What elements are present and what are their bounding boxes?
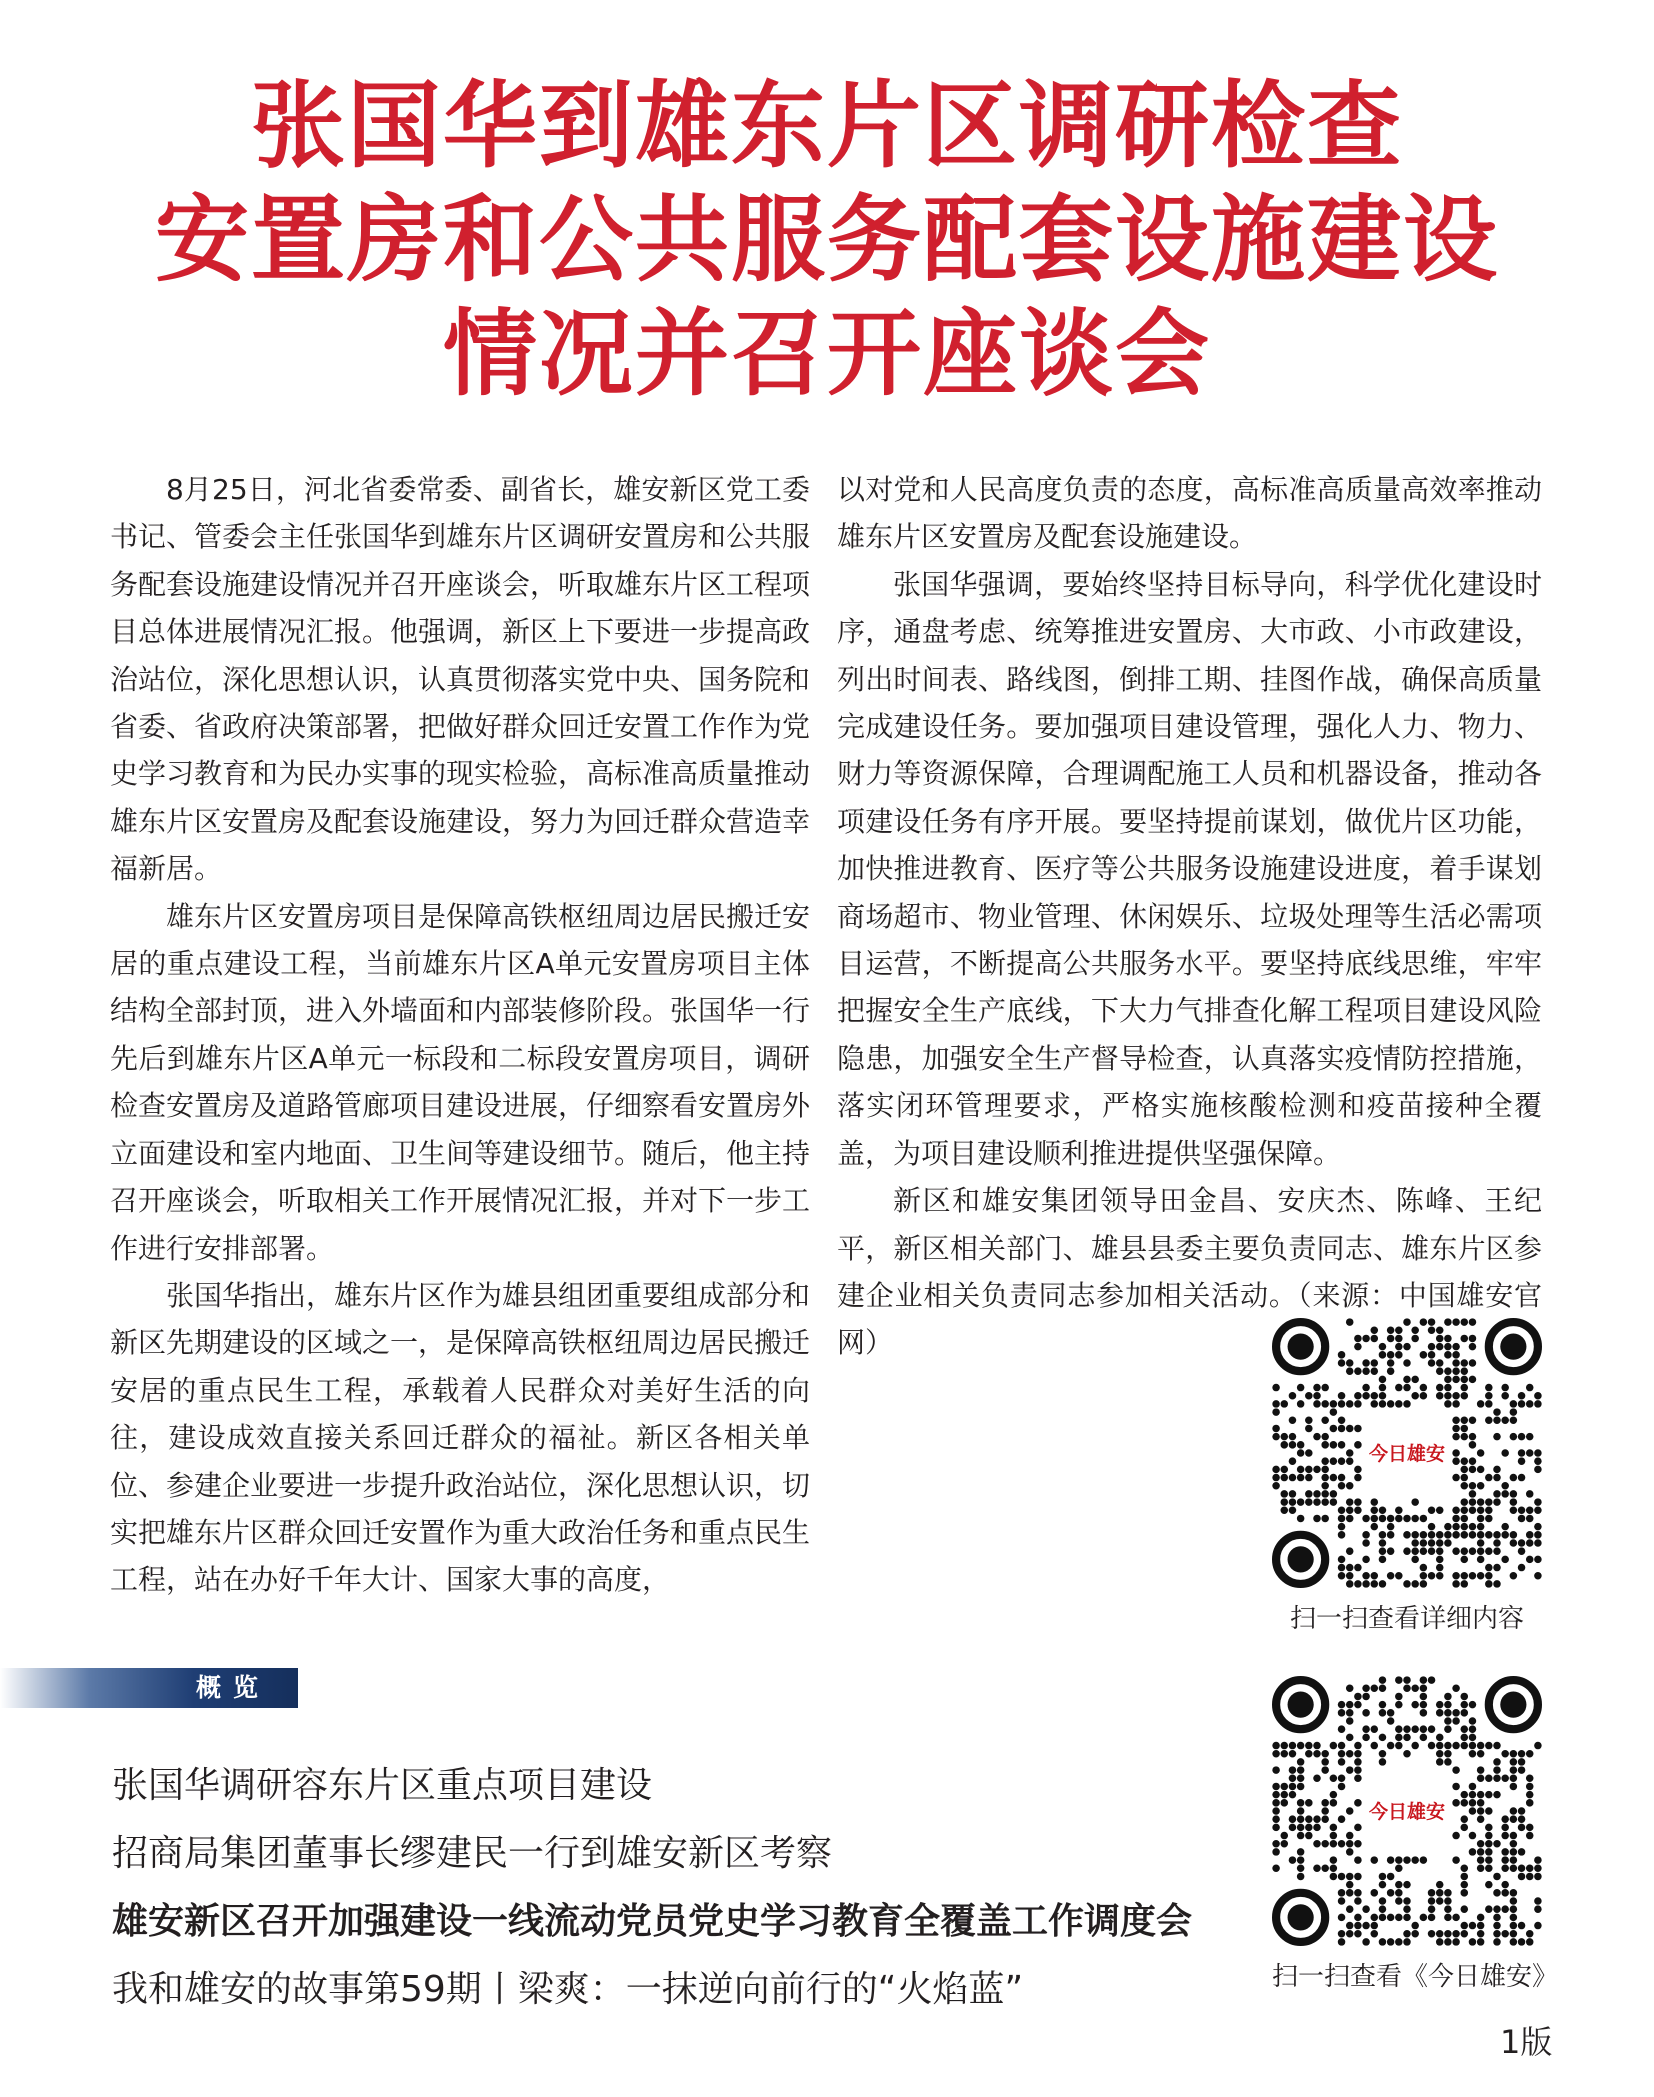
article-paragraph: 张国华指出，雄东片区作为雄县组团重要组成部分和新区先期建设的区域之一，是保障高铁枢纽周边居民搬迁安居的重点民生工程，承载着人民群众对美好生活的向往，建设成效直接关系回迁群众的福祉。新区各相关单位、参建企业要进一步提升政治站位，深化思想认识，切实把雄东片区群众回迁安置作为重大政治任务和重点民生工程，站在办好千年大计、国家大事的高度， <box>110 1278 811 1597</box>
overview-section-bar <box>0 1668 298 1708</box>
article-paragraph: 雄东片区安置房项目是保障高铁枢纽周边居民搬迁安居的重点建设工程，当前雄东片区A单元安置房项目主体结构全部封顶，进入外墙面和内部装修阶段。张国华一行先后到雄东片区A单元一标段和二标段安置房项目，调研检查安置房及道路管廊项目建设进展，仔细察看安置房外立面建设和室内地面、卫生间等建设细节。随后，他主持召开座谈会，听取相关工作开展情况汇报，并对下一步工作进行安排部署。 <box>110 899 811 1265</box>
qr-code-icon[interactable] <box>1272 1676 1542 1946</box>
article-paragraph: 新区和雄安集团领导田金昌、安庆杰、陈峰、王纪平，新区相关部门、雄县县委主要负责同志、雄东片区参建企业相关负责同志参加相关活动。（来源：中国雄安官网） <box>837 1184 1542 1360</box>
qr-block-details <box>1272 1318 1542 1636</box>
article-right-column <box>837 466 1542 1367</box>
svg-text:今日雄安: 今日雄安 <box>1368 1801 1446 1823</box>
qr-code-icon[interactable] <box>1272 1318 1542 1588</box>
article-paragraph: 张国华强调，要始终坚持目标导向，科学优化建设时序，通盘考虑、统筹推进安置房、大市政、小市政建设，列出时间表、路线图，倒排工期、挂图作战，确保高质量完成建设任务。要加强项目建设管理，强化人力、物力、财力等资源保障，合理调配施工人员和机器设备，推动各项建设任务有序开展。要坚持提前谋划，做优片区功能，加快推进教育、医疗等公共服务设施建设进度，着手谋划商场超市、物业管理、休闲娱乐、垃圾处理等生活必需项目运营，不断提高公共服务水平。要坚持底线思维，牢牢把握安全生产底线，下大力气排查化解工程项目建设风险隐患，加强安全生产督导检查，认真落实疫情防控措施，落实闭环管理要求，严格实施核酸检测和疫苗接种全覆盖，为项目建设顺利推进提供坚强保障。 <box>837 567 1542 1170</box>
article-paragraph-continued: 以对党和人民高度负责的态度，高标准高质量高效率推动雄东片区安置房及配套设施建设。 <box>837 473 1542 554</box>
headline <box>0 70 1654 412</box>
svg-text:今日雄安: 今日雄安 <box>1368 1443 1446 1465</box>
headline-line-1: 张国华到雄东片区调研检查 <box>250 72 1403 181</box>
overview-list <box>112 1752 1262 2024</box>
overview-item[interactable]: 雄安新区召开加强建设一线流动党员党史学习教育全覆盖工作调度会 <box>112 1901 1193 1942</box>
article-paragraph: 8月25日，河北省委常委、副省长，雄安新区党工委书记、管委会主任张国华到雄东片区调研安置房和公共服务配套设施建设情况并召开座谈会，听取雄东片区工程项目总体进展情况汇报。他强调，新区上下要进一步提高政治站位，深化思想认识，认真贯彻落实党中央、国务院和省委、省政府决策部署，把做好群众回迁安置工作作为党史学习教育和为民办实事的现实检验，高标准高质量推动雄东片区安置房及配套设施建设，努力为回迁群众营造幸福新居。 <box>110 473 811 886</box>
article-left-column <box>110 466 810 1604</box>
overview-section-label: 概览 <box>196 1673 271 1702</box>
overview-item[interactable]: 张国华调研容东片区重点项目建设 <box>112 1765 653 1806</box>
qr-caption: 扫一扫查看《今日雄安》 <box>1272 1962 1559 1992</box>
headline-line-3: 情况并召开座谈会 <box>442 300 1211 409</box>
overview-item[interactable]: 我和雄安的故事第59期丨梁爽：一抹逆向前行的“火焰蓝” <box>112 1969 1024 2010</box>
overview-item[interactable]: 招商局集团董事长缪建民一行到雄安新区考察 <box>112 1833 833 1874</box>
qr-block-newspaper <box>1272 1676 1559 1994</box>
headline-line-2: 安置房和公共服务配套设施建设 <box>154 186 1499 295</box>
page-number: 1版 <box>1500 2023 1553 2061</box>
qr-caption: 扫一扫查看详细内容 <box>1289 1604 1524 1634</box>
